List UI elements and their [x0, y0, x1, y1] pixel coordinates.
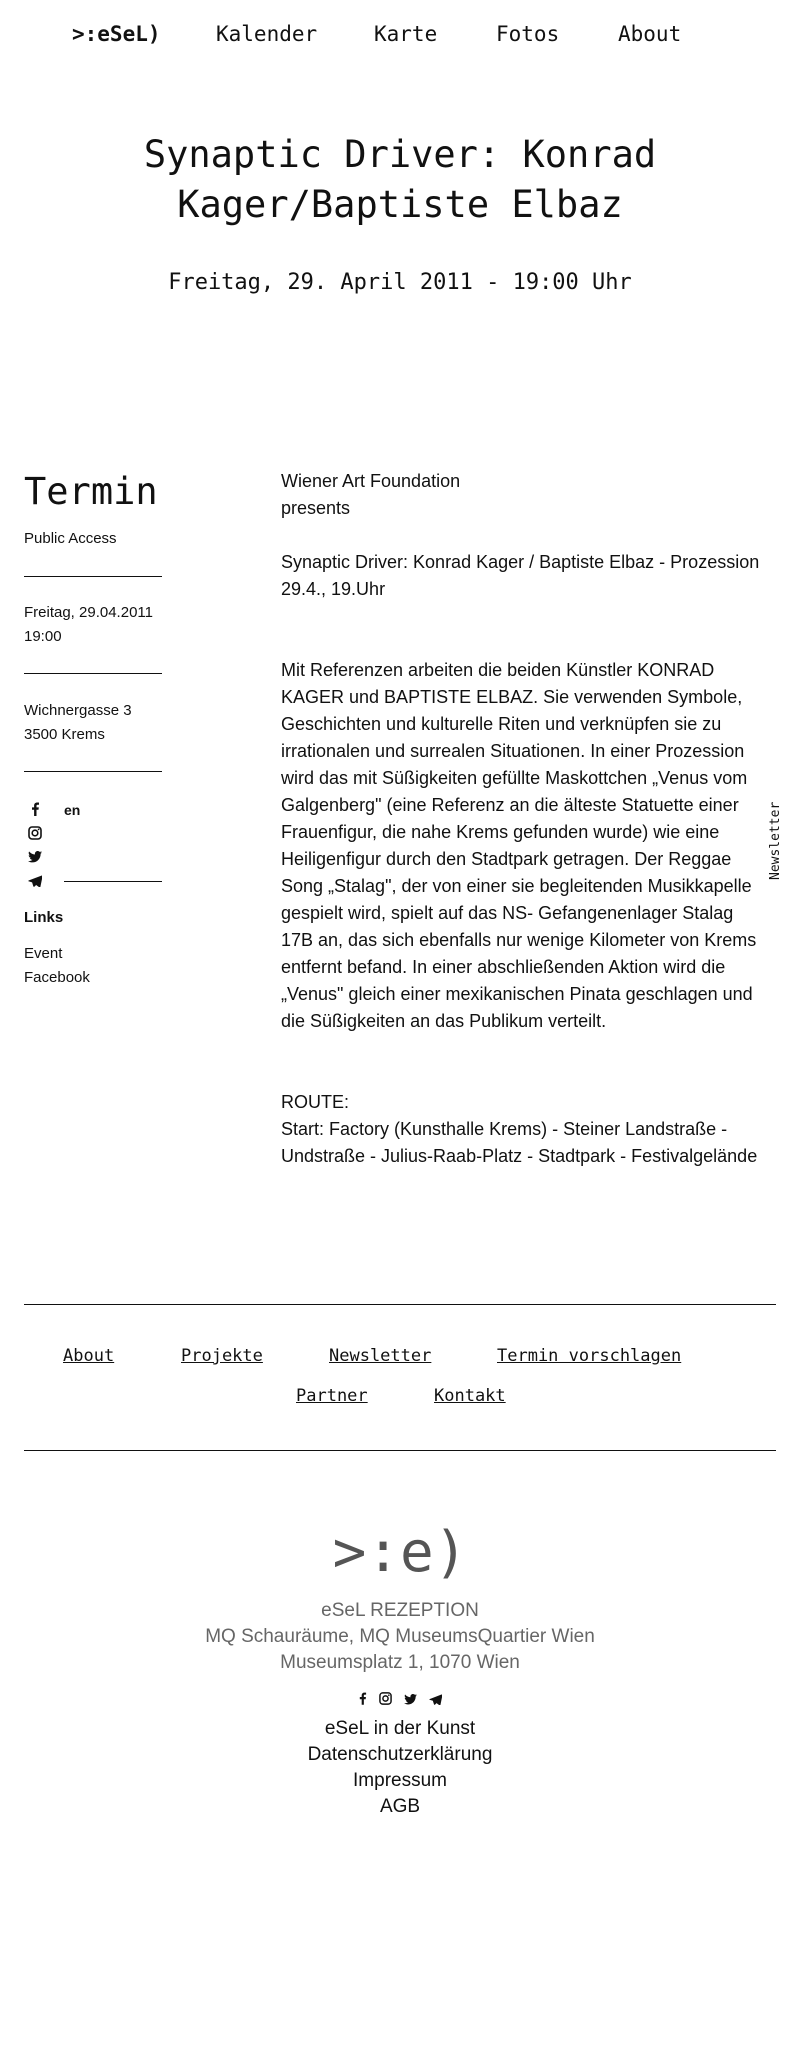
event-time: 19:00 — [24, 628, 62, 645]
description-line: 17B an, das sich ebenfalls nur wenige Kilometer von Krems — [281, 930, 757, 950]
description-line — [281, 522, 791, 549]
nav-karte[interactable]: Karte — [374, 22, 438, 46]
facebook-icon[interactable] — [358, 1692, 367, 1708]
divider — [64, 881, 162, 882]
nav-about[interactable]: About — [618, 22, 682, 46]
description-line: Start: Factory (Kunsthalle Krems) - Steiner Landstraße - — [281, 1119, 728, 1139]
description-line: Geschichten und kulturelle Riten und verknüpfen sie zu — [281, 714, 722, 734]
footer-datenschutz[interactable]: Datenschutzerklärung — [307, 1744, 493, 1765]
divider — [24, 576, 162, 577]
description-line: gespielt wird, spielt auf das NS- Gefangenenlager Stalag — [281, 903, 734, 923]
org-name: eSeL REZEPTION — [321, 1600, 479, 1621]
description-line: KAGER und BAPTISTE ELBAZ. Sie verwenden Symbole, — [281, 687, 743, 707]
event-datetime: Freitag, 29. April 2011 - 19:00 Uhr — [168, 270, 632, 295]
org-location: MQ Schauräume, MQ MuseumsQuartier Wien — [205, 1626, 595, 1647]
description-line: 29.4., 19.Uhr — [281, 579, 386, 599]
description-line — [281, 603, 791, 630]
footer-link-about[interactable]: About — [63, 1346, 115, 1366]
description-line: Song „Stalag", der von einer sie begleitenden Musikkapelle — [281, 876, 752, 896]
event-date: Freitag, 29.04.2011 — [24, 604, 153, 621]
telegram-icon[interactable] — [429, 1692, 442, 1708]
description-line: Mit Referenzen arbeiten die beiden Künstler KONRAD — [281, 660, 715, 680]
instagram-icon[interactable] — [24, 826, 46, 842]
event-description — [281, 468, 791, 1170]
description-line: entfernt befand. In einer abschließenden Aktion wird die — [281, 957, 726, 977]
description-line: Frauenfigur, die nahe Krems gefunden wurde) wie eine — [281, 822, 720, 842]
newsletter-tab[interactable]: Newsletter — [768, 801, 783, 880]
description-line: wird das mit Süßigkeiten gefüllte Maskottchen „Venus vom — [281, 768, 748, 788]
description-line: ROUTE: — [281, 1092, 350, 1112]
facebook-link[interactable]: Facebook — [24, 969, 90, 986]
description-line: Undstraße - Julius-Raab-Platz - Stadtpark - Festivalgelände — [281, 1146, 758, 1166]
termin-sidebar — [24, 468, 164, 516]
footer-link-kontakt[interactable]: Kontakt — [434, 1386, 506, 1406]
twitter-icon[interactable] — [24, 850, 46, 866]
divider — [24, 673, 162, 674]
description-line: presents — [281, 498, 351, 518]
footer-link-partner[interactable]: Partner — [296, 1386, 368, 1406]
twitter-icon[interactable] — [404, 1692, 417, 1708]
venue-city: 3500 Krems — [24, 726, 105, 743]
language-switch[interactable]: en — [64, 802, 81, 818]
divider — [24, 771, 162, 772]
telegram-icon[interactable] — [24, 874, 46, 890]
footer-divider — [24, 1450, 776, 1451]
brand-logo: >:e) — [332, 1520, 468, 1585]
access-label: Public Access — [24, 530, 117, 547]
nav-kalender[interactable]: Kalender — [216, 22, 318, 46]
description-line: Heiligenfigur durch den Stadtpark getragen. Der Reggae — [281, 849, 732, 869]
description-line: die Süßigkeiten an das Publikum verteilt. — [281, 1011, 607, 1031]
description-line: irrationalen und surrealen Situationen. In einer Prozession — [281, 741, 745, 761]
instagram-icon[interactable] — [379, 1692, 392, 1708]
footer-link-termin-vorschlagen[interactable]: Termin vorschlagen — [497, 1346, 682, 1366]
event-title: Synaptic Driver: Konrad Kager/Baptiste Elbaz — [143, 133, 657, 226]
footer-link-projekte[interactable]: Projekte — [181, 1346, 263, 1366]
org-address: Museumsplatz 1, 1070 Wien — [280, 1652, 520, 1673]
description-line — [281, 1035, 791, 1062]
top-nav — [0, 22, 800, 52]
footer-divider — [24, 1304, 776, 1305]
description-line: Wiener Art Foundation — [281, 471, 461, 491]
footer-social-icons — [0, 1692, 800, 1708]
nav-fotos[interactable]: Fotos — [496, 22, 560, 46]
footer-esel-in-der-kunst[interactable]: eSeL in der Kunst — [324, 1718, 476, 1739]
description-line — [281, 1062, 791, 1089]
footer-agb[interactable]: AGB — [379, 1796, 421, 1817]
termin-heading: Termin — [24, 470, 158, 513]
description-line: Galgenberg" (eine Referenz an die älteste Statuette einer — [281, 795, 739, 815]
event-link[interactable]: Event — [24, 945, 63, 962]
venue-street: Wichnergasse 3 — [24, 702, 132, 719]
description-line: „Venus" gleich einer mexikanischen Pinata geschlagen und — [281, 984, 753, 1004]
footer-impressum[interactable]: Impressum — [353, 1770, 447, 1791]
description-line: Synaptic Driver: Konrad Kager / Baptiste Elbaz - Prozession — [281, 552, 760, 572]
footer-link-newsletter[interactable]: Newsletter — [329, 1346, 432, 1366]
facebook-icon[interactable] — [24, 802, 46, 818]
links-heading: Links — [24, 909, 64, 926]
description-line — [281, 630, 791, 657]
site-logo[interactable]: >:eSeL) — [72, 22, 161, 46]
